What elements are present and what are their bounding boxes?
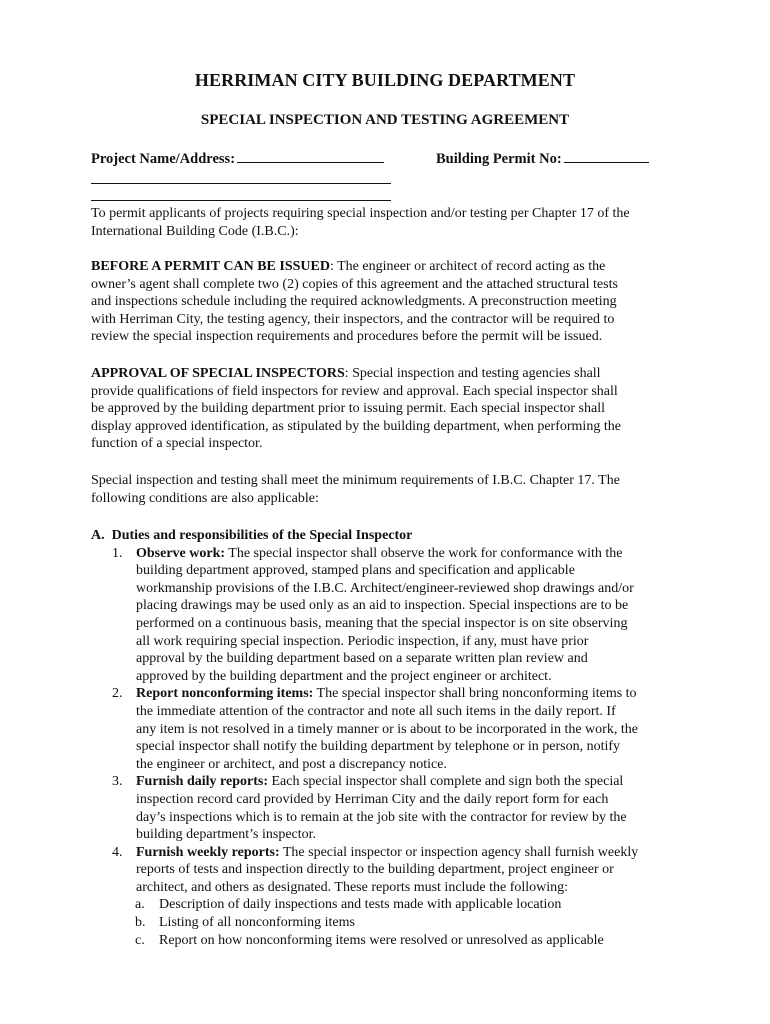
item-line: performed on a continuous basis, meaning that the special inspector is on site observing	[136, 615, 628, 631]
item-number: 4.	[112, 844, 123, 860]
section-a-heading	[91, 527, 691, 545]
paragraph-line: Special inspection and testing shall meet the minimum requirements of I.B.C. Chapter 17. The	[91, 473, 620, 488]
permit-number-label: Building Permit No:	[436, 151, 562, 167]
document-title: HERRIMAN CITY BUILDING DEPARTMENT	[194, 70, 576, 90]
project-name-blank[interactable]	[237, 150, 384, 163]
list-item	[91, 685, 681, 773]
item-title: Observe work:	[136, 545, 226, 561]
intro-line: International Building Code (I.B.C.):	[91, 223, 299, 239]
item-line: architect, and others as designated. These reports must include the following:	[136, 879, 569, 895]
permit-number-blank[interactable]	[564, 150, 649, 163]
item-line: building department’s inspector.	[136, 827, 317, 843]
paragraph-line: owner’s agent shall complete two (2) copies of this agreement and the attached structural tests	[91, 276, 618, 292]
item-number: 1.	[112, 545, 123, 561]
permit-number-field[interactable]	[436, 150, 649, 168]
paragraph-line: following conditions are also applicable:	[91, 490, 319, 506]
item-line: the engineer or architect, and post a discrepancy notice.	[136, 756, 447, 772]
item-line: inspection record card provided by Herriman City and the daily report form for each	[136, 791, 609, 807]
intro-line: To permit applicants of projects requiring special inspection and/or testing per Chapter 17 of the	[91, 206, 630, 221]
general-paragraph	[91, 472, 681, 507]
item-line: approval by the building department based on a separate written plan review and	[136, 651, 588, 667]
item-title: Furnish weekly reports:	[136, 844, 280, 860]
sub-item-text: Report on how nonconforming items were resolved or unresolved as applicable	[159, 932, 604, 948]
item-line: placing drawings may be used only as an aid to inspection. Special inspections are to be	[136, 598, 629, 614]
sub-list-item	[91, 896, 691, 914]
item-line: the immediate attention of the contractor and note all such items in the daily report. If	[136, 703, 616, 719]
paragraph-text: : The engineer or architect of record acting as the	[329, 259, 606, 274]
list-item	[91, 844, 681, 897]
item-title: Furnish daily reports:	[136, 774, 268, 790]
document-subtitle: SPECIAL INSPECTION AND TESTING AGREEMENT	[200, 112, 570, 128]
sub-item-letter: a.	[135, 897, 145, 913]
item-line: building department approved, stamped plans and specification and applicable	[136, 563, 575, 579]
paragraph-line: be approved by the building department prior to issuing permit. Each special inspector shall	[91, 401, 605, 417]
paragraph-line: review the special inspection requirements and procedures before the permit will be issued.	[91, 329, 603, 345]
address-line-1[interactable]	[91, 183, 391, 184]
item-number: 2.	[112, 686, 123, 702]
sub-list-item	[91, 914, 691, 932]
item-line: approved by the building department and the project engineer or architect.	[136, 668, 552, 684]
item-title: Report nonconforming items:	[136, 686, 314, 702]
list-item	[91, 773, 681, 843]
item-text: Each special inspector shall complete and sign both the special	[267, 774, 624, 790]
paragraph-line: function of a special inspector.	[91, 436, 263, 452]
intro-paragraph	[91, 205, 681, 240]
before-permit-paragraph	[91, 258, 681, 346]
paragraph-line: display approved identification, as stipulated by the building department, when performing the	[91, 418, 621, 434]
approval-paragraph	[91, 365, 681, 453]
paragraph-line: with Herriman City, the testing agency, their inspectors, and the contractor will be required to	[91, 311, 615, 327]
item-line: all work requiring special inspection. Periodic inspection, if any, must have prior	[136, 633, 589, 649]
address-line-2[interactable]	[91, 200, 391, 201]
item-line: special inspector shall notify the building department by telephone or in person, notify	[136, 739, 621, 755]
item-text: The special inspector or inspection agency shall furnish weekly	[279, 844, 639, 860]
paragraph-text: : Special inspection and testing agencies shall	[344, 366, 601, 381]
project-name-field[interactable]	[91, 150, 384, 168]
section-title: Duties and responsibilities of the Special Inspector	[111, 528, 413, 543]
sub-item-letter: b.	[135, 915, 146, 931]
approval-heading: APPROVAL OF SPECIAL INSPECTORS	[91, 366, 345, 381]
sub-item-letter: c.	[135, 932, 145, 948]
sub-list-item	[91, 932, 691, 950]
item-number: 3.	[112, 774, 123, 790]
sub-item-text: Listing of all nonconforming items	[159, 915, 355, 931]
list-item	[91, 545, 681, 686]
item-line: any item is not resolved in a timely manner or is about to be incorporated in the work, the	[136, 721, 638, 737]
item-text: The special inspector shall observe the work for conformance with the	[225, 545, 623, 561]
item-line: reports of tests and inspection directly to the building department, project engineer or	[136, 862, 614, 878]
before-permit-heading: BEFORE A PERMIT CAN BE ISSUED	[91, 259, 330, 274]
paragraph-line: and inspections schedule including the required acknowledgments. A preconstruction meeting	[91, 294, 617, 310]
item-line: workmanship provisions of the I.B.C. Architect/engineer-reviewed shop drawings and/or	[136, 580, 634, 596]
section-a	[91, 527, 691, 949]
section-letter: A.	[91, 528, 105, 543]
sub-item-text: Description of daily inspections and tests made with applicable location	[159, 897, 562, 913]
paragraph-line: provide qualifications of field inspectors for review and approval. Each special inspector shall	[91, 383, 618, 399]
item-text: The special inspector shall bring nonconforming items to	[313, 686, 637, 702]
project-name-label: Project Name/Address:	[91, 151, 236, 167]
item-line: day’s inspections which is to remain at the job site with the contractor for review by the	[136, 809, 627, 825]
